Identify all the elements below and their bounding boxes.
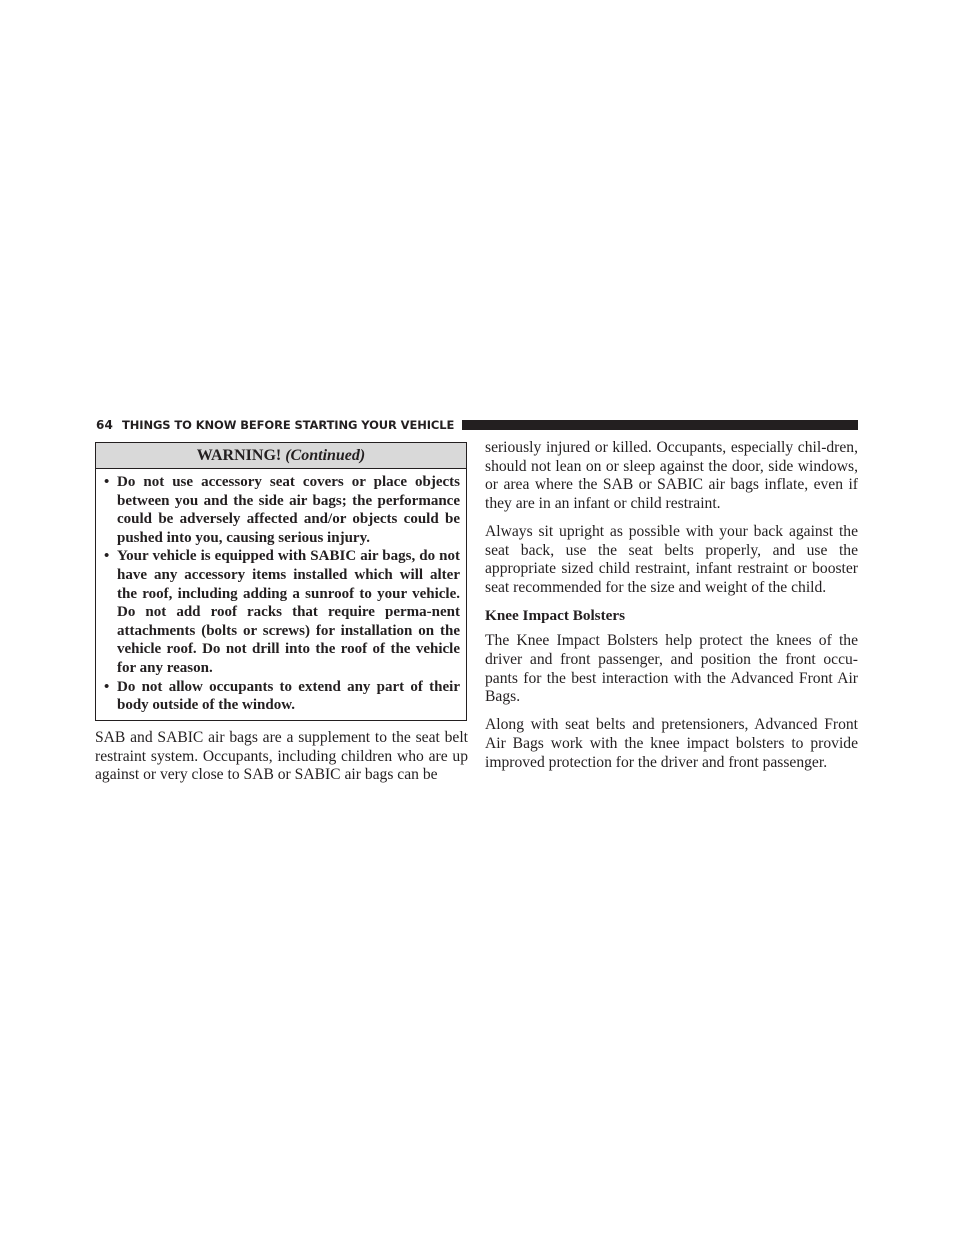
body-paragraph: The Knee Impact Bolsters help protect the knees of the driver and front passenger, and position the front occu-pants for the best interaction with the Advanced Front Air Bags.	[485, 632, 858, 706]
bullet: •	[104, 678, 110, 695]
left-column	[95, 729, 468, 785]
page-header	[96, 417, 858, 433]
body-paragraph: Always sit upright as possible with your back against the seat back, use the seat belts properly, and use the appropriate sized child restraint, infant restraint or booster seat recommended for the size and weight of the child.	[485, 522, 858, 596]
header-rule	[462, 420, 858, 430]
warning-item-text: Your vehicle is equipped with SABIC air bags, do not have any accessory items installed which will alter the roof, including adding a sunroof to your vehicle. Do not add roof racks that require perma-nent attachments (bolts or screws) for installation on the vehicle roof. Do not drill into the roof of the vehicle for any reason.	[117, 548, 460, 676]
body-paragraph: Along with seat belts and pretensioners, Advanced Front Air Bags work with the knee impact bolsters to provide improved protection for the driver and front passenger.	[485, 716, 858, 771]
warning-heading	[96, 443, 466, 469]
subheading-knee-impact-bolsters: Knee Impact Bolsters	[485, 606, 626, 624]
warning-item-text: Do not use accessory seat covers or place objects between you and the side air bags; the performance could be adversely affected and/or objects could be pushed into you, causing serious injury.	[117, 474, 460, 546]
right-column	[485, 439, 858, 781]
section-title: THINGS TO KNOW BEFORE STARTING YOUR VEHICLE	[122, 418, 455, 432]
page-number: 64	[96, 418, 113, 432]
warning-item	[104, 547, 460, 677]
warning-item	[104, 678, 460, 715]
warning-continued: (Continued)	[285, 447, 366, 464]
warning-item-text: Do not allow occupants to extend any part of their body outside of the window.	[117, 678, 460, 714]
warning-item	[104, 473, 460, 547]
warning-list	[96, 469, 466, 715]
warning-title: WARNING!	[196, 447, 282, 464]
body-paragraph: seriously injured or killed. Occupants, especially chil-dren, should not lean on or sleep against the door, side windows, or area where the SAB or SABIC air bags inflate, even if they are in an infant or child restraint.	[485, 439, 858, 513]
bullet: •	[104, 548, 110, 565]
body-paragraph: SAB and SABIC air bags are a supplement to the seat belt restraint system. Occupants, including children who are up against or very close to SAB or SABIC air bags can be	[95, 729, 468, 784]
bullet: •	[104, 474, 110, 490]
warning-box	[95, 442, 467, 721]
